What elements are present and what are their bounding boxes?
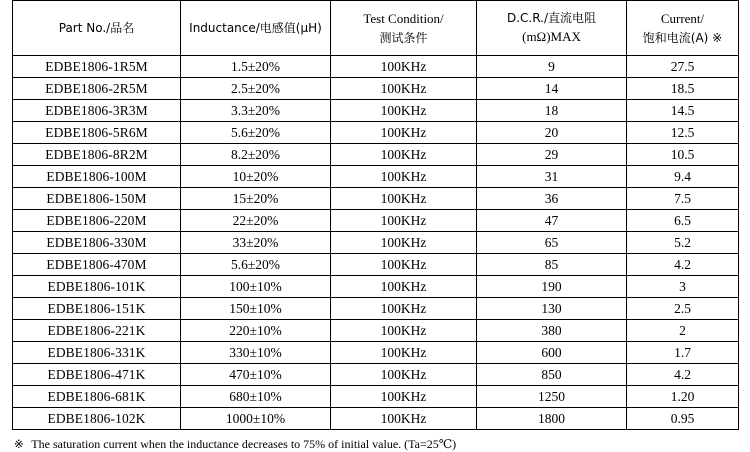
cell-dcr: 1800	[477, 408, 627, 430]
cell-test-condition: 100KHz	[331, 298, 477, 320]
table-header	[13, 1, 739, 56]
cell-test-condition: 100KHz	[331, 144, 477, 166]
footnote	[12, 437, 738, 452]
cell-current: 4.2	[627, 364, 739, 386]
cell-current: 6.5	[627, 210, 739, 232]
cell-inductance: 22±20%	[181, 210, 331, 232]
table-row	[13, 56, 739, 78]
table-row	[13, 408, 739, 430]
cell-inductance: 5.6±20%	[181, 254, 331, 276]
cell-inductance: 150±10%	[181, 298, 331, 320]
cell-dcr: 850	[477, 364, 627, 386]
cell-part-no: EDBE1806-151K	[13, 298, 181, 320]
cell-current: 3	[627, 276, 739, 298]
table-row	[13, 232, 739, 254]
cell-dcr: 36	[477, 188, 627, 210]
cell-current: 12.5	[627, 122, 739, 144]
column-header-current: Current/ 饱和电流(A) ※	[627, 1, 739, 56]
cell-inductance: 33±20%	[181, 232, 331, 254]
cell-dcr: 600	[477, 342, 627, 364]
cell-test-condition: 100KHz	[331, 408, 477, 430]
cell-test-condition: 100KHz	[331, 210, 477, 232]
cell-inductance: 330±10%	[181, 342, 331, 364]
cell-inductance: 470±10%	[181, 364, 331, 386]
cell-current: 14.5	[627, 100, 739, 122]
column-header-inductance: Inductance/电感值(μH)	[181, 1, 331, 56]
cell-current: 7.5	[627, 188, 739, 210]
cell-dcr: 380	[477, 320, 627, 342]
table-row	[13, 276, 739, 298]
cell-part-no: EDBE1806-471K	[13, 364, 181, 386]
table-row	[13, 210, 739, 232]
cell-test-condition: 100KHz	[331, 188, 477, 210]
cell-current: 27.5	[627, 56, 739, 78]
cell-current: 5.2	[627, 232, 739, 254]
cell-current: 0.95	[627, 408, 739, 430]
cell-part-no: EDBE1806-221K	[13, 320, 181, 342]
cell-current: 2.5	[627, 298, 739, 320]
cell-inductance: 8.2±20%	[181, 144, 331, 166]
cell-dcr: 190	[477, 276, 627, 298]
cell-inductance: 10±20%	[181, 166, 331, 188]
footnote-mark-icon: ※	[14, 437, 24, 451]
table-row	[13, 386, 739, 408]
table-row	[13, 100, 739, 122]
cell-dcr: 20	[477, 122, 627, 144]
cell-inductance: 2.5±20%	[181, 78, 331, 100]
cell-current: 9.4	[627, 166, 739, 188]
cell-inductance: 15±20%	[181, 188, 331, 210]
table-row	[13, 188, 739, 210]
cell-test-condition: 100KHz	[331, 122, 477, 144]
table-row	[13, 342, 739, 364]
inductor-spec-table	[12, 0, 739, 430]
cell-part-no: EDBE1806-470M	[13, 254, 181, 276]
cell-dcr: 14	[477, 78, 627, 100]
cell-test-condition: 100KHz	[331, 342, 477, 364]
cell-dcr: 9	[477, 56, 627, 78]
cell-inductance: 1000±10%	[181, 408, 331, 430]
cell-test-condition: 100KHz	[331, 386, 477, 408]
cell-inductance: 220±10%	[181, 320, 331, 342]
table-header-row	[13, 1, 739, 56]
cell-part-no: EDBE1806-101K	[13, 276, 181, 298]
cell-test-condition: 100KHz	[331, 56, 477, 78]
cell-inductance: 1.5±20%	[181, 56, 331, 78]
cell-dcr: 18	[477, 100, 627, 122]
cell-part-no: EDBE1806-331K	[13, 342, 181, 364]
column-header-test-condition: Test Condition/ 测试条件	[331, 1, 477, 56]
cell-test-condition: 100KHz	[331, 100, 477, 122]
cell-part-no: EDBE1806-3R3M	[13, 100, 181, 122]
cell-current: 1.7	[627, 342, 739, 364]
cell-part-no: EDBE1806-681K	[13, 386, 181, 408]
cell-current: 18.5	[627, 78, 739, 100]
cell-current: 10.5	[627, 144, 739, 166]
cell-test-condition: 100KHz	[331, 364, 477, 386]
cell-part-no: EDBE1806-100M	[13, 166, 181, 188]
table-row	[13, 166, 739, 188]
cell-dcr: 1250	[477, 386, 627, 408]
cell-part-no: EDBE1806-1R5M	[13, 56, 181, 78]
table-row	[13, 364, 739, 386]
cell-current: 1.20	[627, 386, 739, 408]
footnote-text: The saturation current when the inductance decreases to 75% of initial value. (Ta=25℃)	[31, 437, 457, 451]
cell-test-condition: 100KHz	[331, 166, 477, 188]
cell-dcr: 31	[477, 166, 627, 188]
cell-part-no: EDBE1806-2R5M	[13, 78, 181, 100]
cell-dcr: 130	[477, 298, 627, 320]
cell-test-condition: 100KHz	[331, 232, 477, 254]
cell-test-condition: 100KHz	[331, 276, 477, 298]
table-row	[13, 298, 739, 320]
column-header-part-no: Part No./品名	[13, 1, 181, 56]
cell-inductance: 680±10%	[181, 386, 331, 408]
cell-inductance: 3.3±20%	[181, 100, 331, 122]
cell-part-no: EDBE1806-8R2M	[13, 144, 181, 166]
cell-current: 4.2	[627, 254, 739, 276]
cell-part-no: EDBE1806-330M	[13, 232, 181, 254]
table-row	[13, 78, 739, 100]
cell-inductance: 100±10%	[181, 276, 331, 298]
table-row	[13, 144, 739, 166]
cell-part-no: EDBE1806-5R6M	[13, 122, 181, 144]
table-row	[13, 254, 739, 276]
cell-dcr: 65	[477, 232, 627, 254]
table-row	[13, 320, 739, 342]
cell-test-condition: 100KHz	[331, 254, 477, 276]
cell-dcr: 85	[477, 254, 627, 276]
cell-part-no: EDBE1806-220M	[13, 210, 181, 232]
cell-part-no: EDBE1806-150M	[13, 188, 181, 210]
cell-dcr: 29	[477, 144, 627, 166]
table-body	[13, 56, 739, 430]
cell-dcr: 47	[477, 210, 627, 232]
table-row	[13, 122, 739, 144]
cell-test-condition: 100KHz	[331, 320, 477, 342]
cell-inductance: 5.6±20%	[181, 122, 331, 144]
cell-current: 2	[627, 320, 739, 342]
cell-part-no: EDBE1806-102K	[13, 408, 181, 430]
cell-test-condition: 100KHz	[331, 78, 477, 100]
column-header-dcr: D.C.R./直流电阻 (mΩ)MAX	[477, 1, 627, 56]
